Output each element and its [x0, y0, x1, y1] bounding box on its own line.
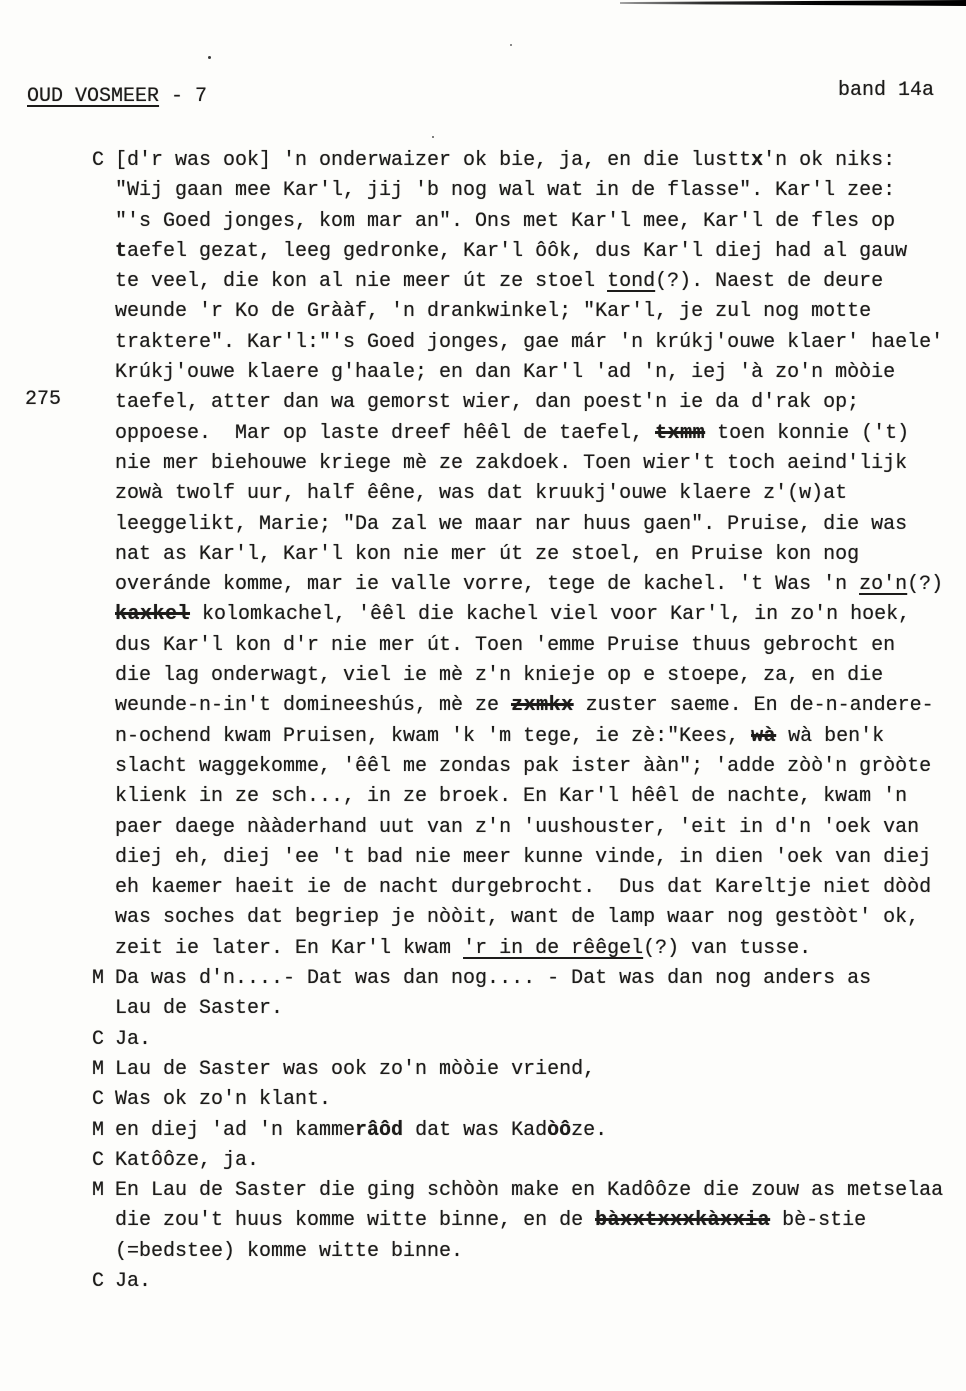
transcript-line [115, 570, 966, 600]
page-title-rest: - 7 [159, 85, 208, 108]
struck-out-text: kaxkel [115, 603, 191, 627]
text-segment: wà ben'k [776, 724, 885, 748]
text-segment: taefel, atter dan wa gemorst wier, dan poest'n ie da d'rak op; [115, 391, 860, 415]
transcript-line [115, 1237, 966, 1267]
overtyped-text: x [751, 149, 764, 172]
speaker-label: C [92, 1148, 105, 1172]
transcript-line [115, 631, 966, 661]
text-segment: oppoese. Mar op laste dreef hêêl de taefel, [115, 421, 656, 445]
text-segment: weunde-n-in't domineeshús, mè ze [115, 694, 512, 718]
text-segment: weunde 'r Ko de Grààf, 'n drankwinkel; "Kar'l, je zul nog motte [115, 300, 872, 324]
text-segment: En Lau de Saster die ging schòòn make en Kadôôze die zouw as metselaa [115, 1179, 944, 1203]
text-segment: [d'r was ook] 'n onderwaizer ok bie, ja, en die lustt [115, 149, 752, 172]
text-segment: ze. [571, 1118, 608, 1142]
text-segment: die zou't huus komme witte binne, en de [115, 1209, 596, 1233]
transcript-line [115, 237, 966, 267]
scan-artifact-line [620, 0, 966, 6]
scan-speck [432, 136, 434, 138]
transcript-line [92, 1146, 966, 1176]
transcript-line [92, 1085, 966, 1115]
transcript-line [92, 1055, 966, 1085]
speaker-label: M [92, 1179, 105, 1203]
transcript-line [92, 1176, 966, 1206]
text-segment: Da was d'n....- Dat was dan nog.... - Dat was dan nog anders as [115, 967, 872, 991]
transcript-line [115, 388, 966, 418]
speaker-label: C [92, 1027, 105, 1051]
underlined-text: tond [607, 270, 656, 294]
transcript-line [115, 479, 966, 509]
transcript-line [115, 600, 966, 630]
transcript-line [115, 328, 966, 358]
text-segment: paer daege nààderhand uut van z'n 'uushouster, 'eit in d'n 'oek van [115, 815, 920, 839]
text-segment: toen konnie ('t) [705, 421, 910, 445]
text-segment: traktere". Kar'l:"'s Goed jonges, gae már 'n krúkj'ouwe klaer' haele' [115, 330, 944, 354]
text-segment: aefel gezat, leeg gedronke, Kar'l ôôk, dus Kar'l diej had al gauw [127, 239, 908, 263]
transcript-line [115, 1206, 966, 1236]
transcript-line [115, 722, 966, 752]
transcript-line [115, 358, 966, 388]
text-segment: (?) van tusse. [643, 936, 812, 960]
speaker-label: C [92, 1088, 105, 1112]
text-segment: zeit ie later. En Kar'l kwam [115, 936, 464, 960]
text-segment: te veel, die kon al nie meer út ze stoel [115, 270, 608, 294]
text-segment: en diej 'ad 'n kamme [115, 1118, 356, 1142]
text-segment: kolomkachel, 'êêl die kachel viel voor Kar'l, in zo'n hoek, [190, 603, 911, 627]
transcript-line [115, 903, 966, 933]
text-segment: bè-stie [770, 1209, 867, 1233]
text-segment: klienk in ze sch..., in ze broek. En Kar'l hêêl de nachte, kwam 'n [115, 785, 908, 809]
text-segment: Was ok zo'n klant. [115, 1088, 332, 1112]
text-segment: 'n ok niks: [763, 149, 896, 172]
transcript-line [92, 1025, 966, 1055]
text-segment: eh kaemer haeit ie de nacht durgebrocht. Dus dat Kareltje niet dòòd [115, 876, 932, 900]
text-segment: (?) [907, 573, 944, 597]
band-label: band 14a [838, 79, 935, 102]
text-segment: "Wij gaan mee Kar'l, jij 'b nog wal wat in de flasse". Kar'l zee: [115, 179, 896, 203]
transcript-line [115, 267, 966, 297]
transcript-line [115, 934, 966, 964]
overtyped-text: râôd [355, 1118, 404, 1142]
text-segment: Lau de Saster was ook zo'n mòòie vriend, [115, 1057, 596, 1081]
text-segment: dat was Kad [403, 1118, 548, 1142]
text-segment: slacht waggekomme, 'êêl me zondas pak ister ààn"; 'adde zòò'n gròòte [115, 754, 932, 778]
transcript-line [115, 813, 966, 843]
struck-out-text: zxmkx [511, 694, 574, 718]
text-segment: "'s Goed jonges, kom mar an". Ons met Kar'l mee, Kar'l de fles op [115, 209, 896, 233]
transcript-line [115, 540, 966, 570]
margin-line-number: 275 [25, 388, 62, 411]
speaker-label: C [92, 149, 105, 172]
speaker-label: M [92, 967, 105, 991]
speaker-label: C [92, 1269, 105, 1293]
text-segment: n-ochend kwam Pruisen, kwam 'k 'm tege, ie zè:"Kees, [115, 724, 752, 748]
transcript-line [115, 661, 966, 691]
underlined-text: 'r in de rêêgel [463, 936, 644, 960]
text-segment: die lag onderwagt, viel ie mè z'n knieje op e stoepe, za, en die [115, 664, 884, 688]
text-segment: (?). Naest de deure [655, 270, 884, 294]
transcript-line [92, 1267, 966, 1297]
transcript-line [115, 691, 966, 721]
text-segment: Ja. [115, 1269, 152, 1293]
transcript-line [92, 146, 966, 176]
text-segment: zuster saeme. En de-n-andere- [573, 694, 934, 718]
speaker-label: M [92, 1118, 105, 1142]
page-title-underlined: OUD VOSMEER [27, 85, 160, 108]
page-title [27, 85, 207, 108]
text-segment: nat as Kar'l, Kar'l kon nie mer út ze stoel, en Pruise kon nog [115, 542, 860, 566]
text-segment: Ja. [115, 1027, 152, 1051]
text-segment: Lau de Saster. [115, 997, 284, 1021]
scan-speck [208, 56, 211, 59]
text-segment: (=bedstee) komme witte binne. [115, 1239, 464, 1263]
transcript-line [115, 176, 966, 206]
text-segment: overánde komme, mar ie valle vorre, tege de kachel. 't Was 'n [115, 573, 860, 597]
transcript-line [115, 994, 966, 1024]
text-segment: leeggelikt, Marie; "Da zal we maar nar huus gaen". Pruise, die was [115, 512, 908, 536]
text-segment: Katôôze, ja. [115, 1148, 260, 1172]
struck-out-text: bàxxtxxxkàxxia [595, 1209, 771, 1233]
transcript [92, 146, 966, 1297]
transcript-line [115, 419, 966, 449]
transcript-line [115, 782, 966, 812]
transcript-line [115, 843, 966, 873]
text-segment: was soches dat begriep je nòòit, want de lamp waar nog gestòòt' ok, [115, 906, 920, 930]
text-segment: nie mer biehouwe kriege mè ze zakdoek. Toen wier't toch aeind'lijk [115, 451, 908, 475]
text-segment: Krúkj'ouwe klaere g'haale; en dan Kar'l 'ad 'n, iej 'à zo'n mòòie [115, 361, 896, 385]
transcript-line [115, 752, 966, 782]
text-segment: diej eh, diej 'ee 't bad nie meer kunne vinde, in dien 'oek van diej [115, 845, 932, 869]
transcript-line [92, 1116, 966, 1146]
text-segment: dus Kar'l kon d'r nie mer út. Toen 'emme Pruise thuus gebrocht en [115, 633, 896, 657]
overtyped-text: òô [547, 1118, 572, 1142]
transcript-line [115, 873, 966, 903]
speaker-label: M [92, 1057, 105, 1081]
overtyped-text: t [115, 239, 128, 263]
transcript-line [115, 510, 966, 540]
text-segment: zowà twolf uur, half êêne, was dat kruukj'ouwe klaere z'(w)at [115, 482, 848, 506]
struck-out-text: txmm [655, 421, 706, 445]
transcript-line [115, 207, 966, 237]
transcript-line [115, 297, 966, 327]
underlined-text: zo'n [859, 573, 908, 597]
transcript-line [92, 964, 966, 994]
scan-speck [510, 44, 512, 46]
transcript-line [115, 449, 966, 479]
struck-out-text: wà [751, 724, 777, 748]
